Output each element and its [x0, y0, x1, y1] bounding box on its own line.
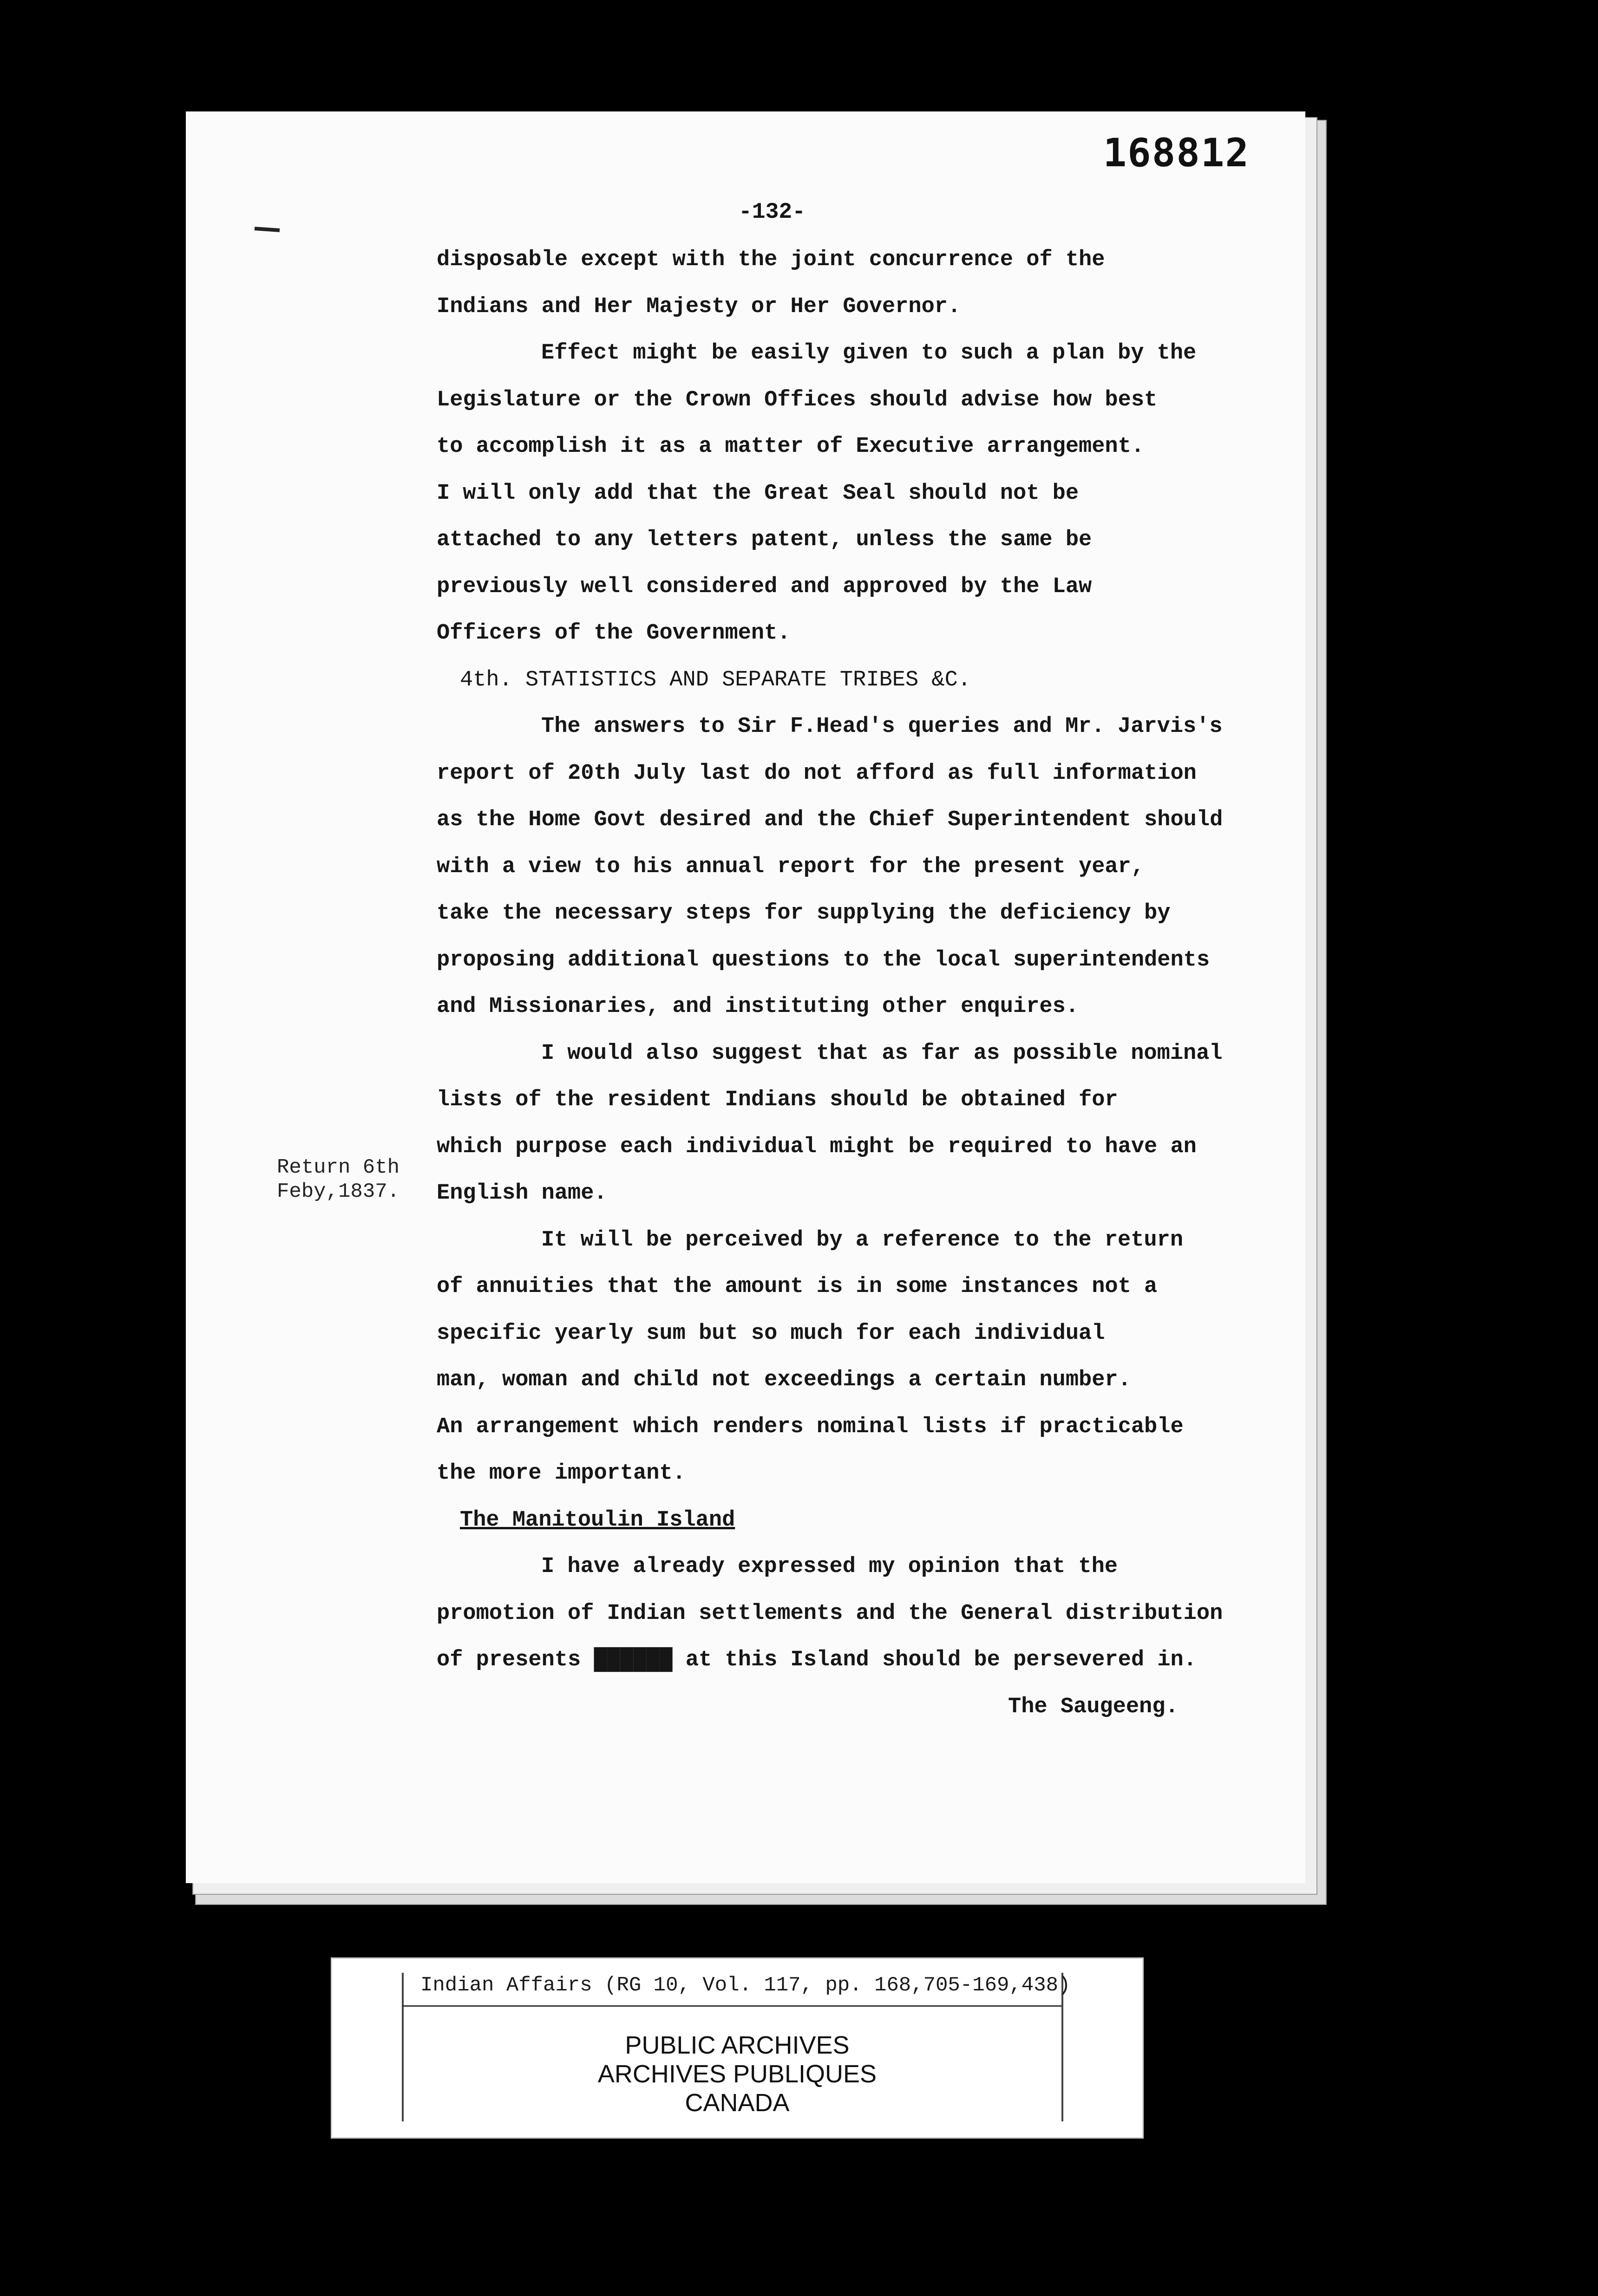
text-line: proposing additional questions to the local superintendents — [437, 947, 1210, 972]
text-line: report of 20th July last do not afford as full information — [437, 761, 1197, 786]
text-line: of annuities that the amount is in some instances not a — [437, 1274, 1158, 1299]
text-line: It will be perceived by a reference to the return — [541, 1227, 1184, 1252]
page-number: -132- — [739, 200, 806, 225]
document-page — [186, 111, 1305, 1883]
section-heading: 4th. STATISTICS AND SEPARATE TRIBES &C. — [460, 667, 971, 692]
archive-name-line: ARCHIVES PUBLIQUES — [597, 2060, 877, 2088]
text-line: Legislature or the Crown Offices should advise how best — [437, 387, 1158, 412]
card-rule — [402, 2005, 1061, 2007]
body-text — [437, 237, 1310, 1730]
text-line: disposable except with the joint concurrence of the — [437, 248, 1105, 272]
text-line: Indians and Her Majesty or Her Governor. — [437, 294, 961, 319]
marginal-note-line: Return 6th — [276, 1156, 400, 1179]
margin-mark — [255, 227, 280, 232]
text-line: attached to any letters patent, unless the same be — [437, 528, 1092, 552]
text-line: take the necessary steps for supplying the deficiency by — [437, 901, 1171, 926]
text-line: I would also suggest that as far as possible nominal — [541, 1041, 1223, 1066]
text-line: specific yearly sum but so much for each individual — [437, 1321, 1105, 1346]
subheading-text: The Manitoulin Island — [460, 1507, 735, 1533]
text-line: The answers to Sir F.Head's queries and Mr. Jarvis's — [541, 714, 1223, 739]
archive-label-card — [331, 1957, 1144, 2139]
marginal-note-line: Feby,1837. — [276, 1180, 400, 1203]
text-line: with a view to his annual report for the present year, — [437, 854, 1145, 879]
text-line: I will only add that the Great Seal should not be — [437, 481, 1079, 506]
text-line: and Missionaries, and instituting other enquires. — [437, 994, 1079, 1019]
archive-name — [332, 2031, 1142, 2117]
text-line: English name. — [437, 1181, 607, 1206]
catchword: The Saugeeng. — [1008, 1694, 1179, 1719]
text-line: Officers of the Government. — [437, 621, 791, 646]
marginal-note — [246, 1155, 400, 1204]
text-line: to accomplish it as a matter of Executive arrangement. — [437, 434, 1145, 459]
text-line: previously well considered and approved by the Law — [437, 574, 1092, 599]
archive-name-line: CANADA — [685, 2089, 790, 2117]
subheading-manitoulin-island — [437, 1497, 1310, 1544]
text-line: man, woman and child not exceedings a certain number. — [437, 1368, 1131, 1392]
archive-reference: Indian Affairs (RG 10, Vol. 117, pp. 168,705-169,438) — [420, 1974, 1071, 1997]
archive-page-number: 168812 — [1103, 130, 1250, 176]
text-line: Effect might be easily given to such a plan by the — [541, 341, 1197, 365]
archive-name-line: PUBLIC ARCHIVES — [625, 2031, 850, 2059]
text-line: An arrangement which renders nominal lists if practicable — [437, 1414, 1184, 1439]
text-line: I have already expressed my opinion that the — [541, 1554, 1118, 1579]
text-line: the more important. — [437, 1461, 686, 1486]
text-line: lists of the resident Indians should be obtained for — [437, 1088, 1118, 1112]
text-line: as the Home Govt desired and the Chief Superintendent should — [437, 808, 1223, 832]
text-line: promotion of Indian settlements and the General distribution — [437, 1601, 1223, 1626]
text-line: of presents ██████ at this Island should be persevered in. — [437, 1648, 1197, 1672]
text-line: which purpose each individual might be required to have an — [437, 1134, 1197, 1159]
